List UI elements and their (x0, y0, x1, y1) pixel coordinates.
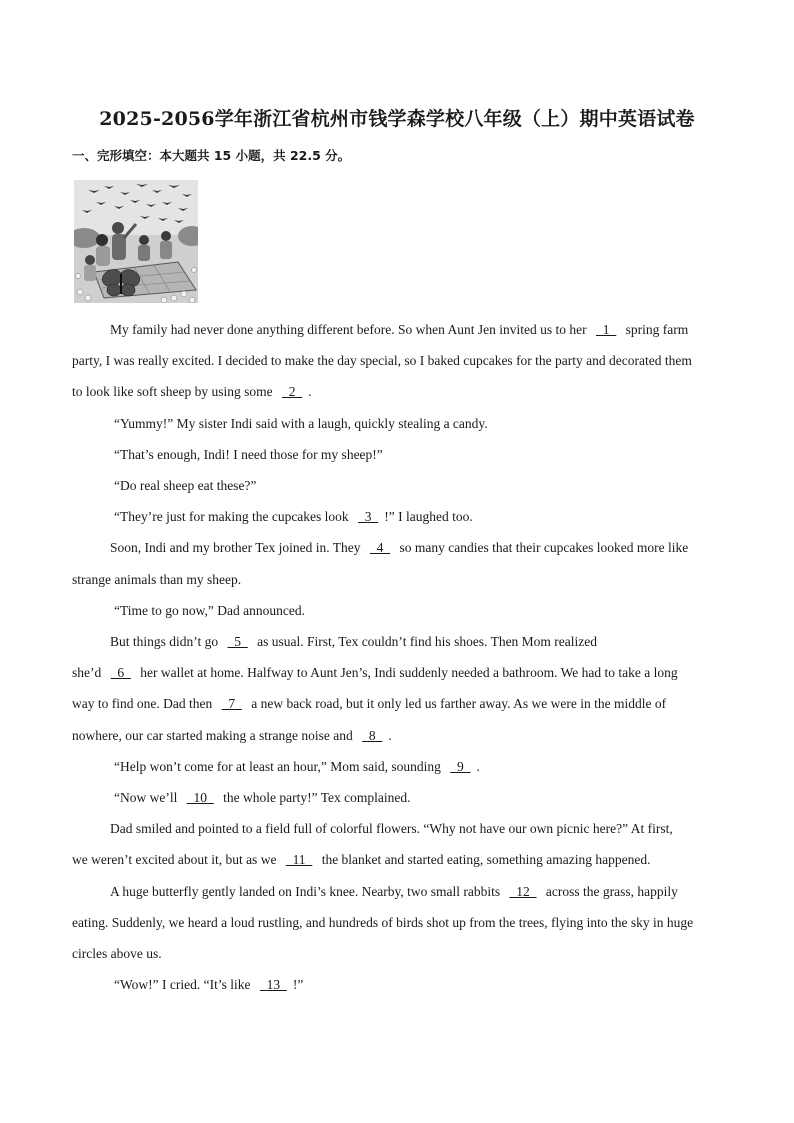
blank-10[interactable]: 10 (186, 790, 214, 805)
passage-line: A huge butterfly gently landed on Indi’s knee. Nearby, two small rabbits 12 across the grass, happily (110, 882, 760, 902)
passage-line: “That’s enough, Indi! I need those for my sheep!” (114, 447, 383, 462)
family-picnic-illustration (74, 180, 198, 303)
passage-line: she’d 6 her wallet at home. Halfway to Aunt Jen’s, Indi suddenly needed a bathroom. We had to take a long (72, 663, 722, 683)
passage-line: “Help won’t come for at least an hour,” Mom said, sounding 9 . (114, 757, 764, 777)
passage-line: “They’re just for making the cupcakes look 3 !” I laughed too. (114, 507, 764, 527)
passage-line: “Time to go now,” Dad announced. (114, 603, 305, 618)
passage-line: nowhere, our car started making a strange noise and 8 . (72, 726, 722, 746)
passage-line: My family had never done anything different before. So when Aunt Jen invited us to her 1 spring farm (110, 320, 760, 340)
blank-7[interactable]: 7 (221, 696, 242, 711)
section-heading: 一、完形填空：本大题共 15 小题，共 22.5 分。 (72, 148, 351, 163)
passage-line: way to find one. Dad then 7 a new back road, but it only led us farther away. As we were in the middle of (72, 694, 722, 714)
passage-line: Dad smiled and pointed to a field full of colorful flowers. “Why not have our own picnic here?” At first, (110, 821, 673, 836)
passage-line: “Yummy!” My sister Indi said with a laugh, quickly stealing a candy. (114, 416, 488, 431)
blank-9[interactable]: 9 (450, 759, 471, 774)
blank-13[interactable]: 13 (259, 977, 287, 992)
passage-line: But things didn’t go 5 as usual. First, Tex couldn’t find his shoes. Then Mom realized (110, 632, 760, 652)
blank-3[interactable]: 3 (358, 509, 379, 524)
blank-6[interactable]: 6 (110, 665, 131, 680)
passage-line: “Now we’ll 10 the whole party!” Tex complained. (114, 788, 764, 808)
blank-5[interactable]: 5 (227, 634, 248, 649)
passage-line: we weren’t excited about it, but as we 11 the blanket and started eating, something amazing happened. (72, 850, 722, 870)
passage-line: “Do real sheep eat these?” (114, 478, 257, 493)
passage-line: “Wow!” I cried. “It’s like 13 !” (114, 975, 764, 995)
blank-4[interactable]: 4 (369, 540, 391, 555)
blank-12[interactable]: 12 (509, 884, 537, 899)
blank-8[interactable]: 8 (362, 728, 383, 743)
blank-11[interactable]: 11 (285, 852, 313, 867)
passage-line: Soon, Indi and my brother Tex joined in. They 4 so many candies that their cupcakes looked more like (110, 538, 760, 558)
passage-line: eating. Suddenly, we heard a loud rustling, and hundreds of birds shot up from the trees, flying into the sky in huge (72, 915, 694, 930)
blank-2[interactable]: 2 (281, 384, 303, 399)
passage-line: strange animals than my sheep. (72, 572, 242, 587)
passage-line: to look like soft sheep by using some 2 . (72, 382, 722, 402)
blank-1[interactable]: 1 (596, 322, 617, 337)
page-title: 2025-2056学年浙江省杭州市钱学森学校八年级（上）期中英语试卷 (99, 108, 695, 130)
passage-line: circles above us. (72, 946, 162, 961)
passage-line: party, I was really excited. I decided to make the day special, so I baked cupcakes for the party and decorated them (72, 353, 692, 368)
